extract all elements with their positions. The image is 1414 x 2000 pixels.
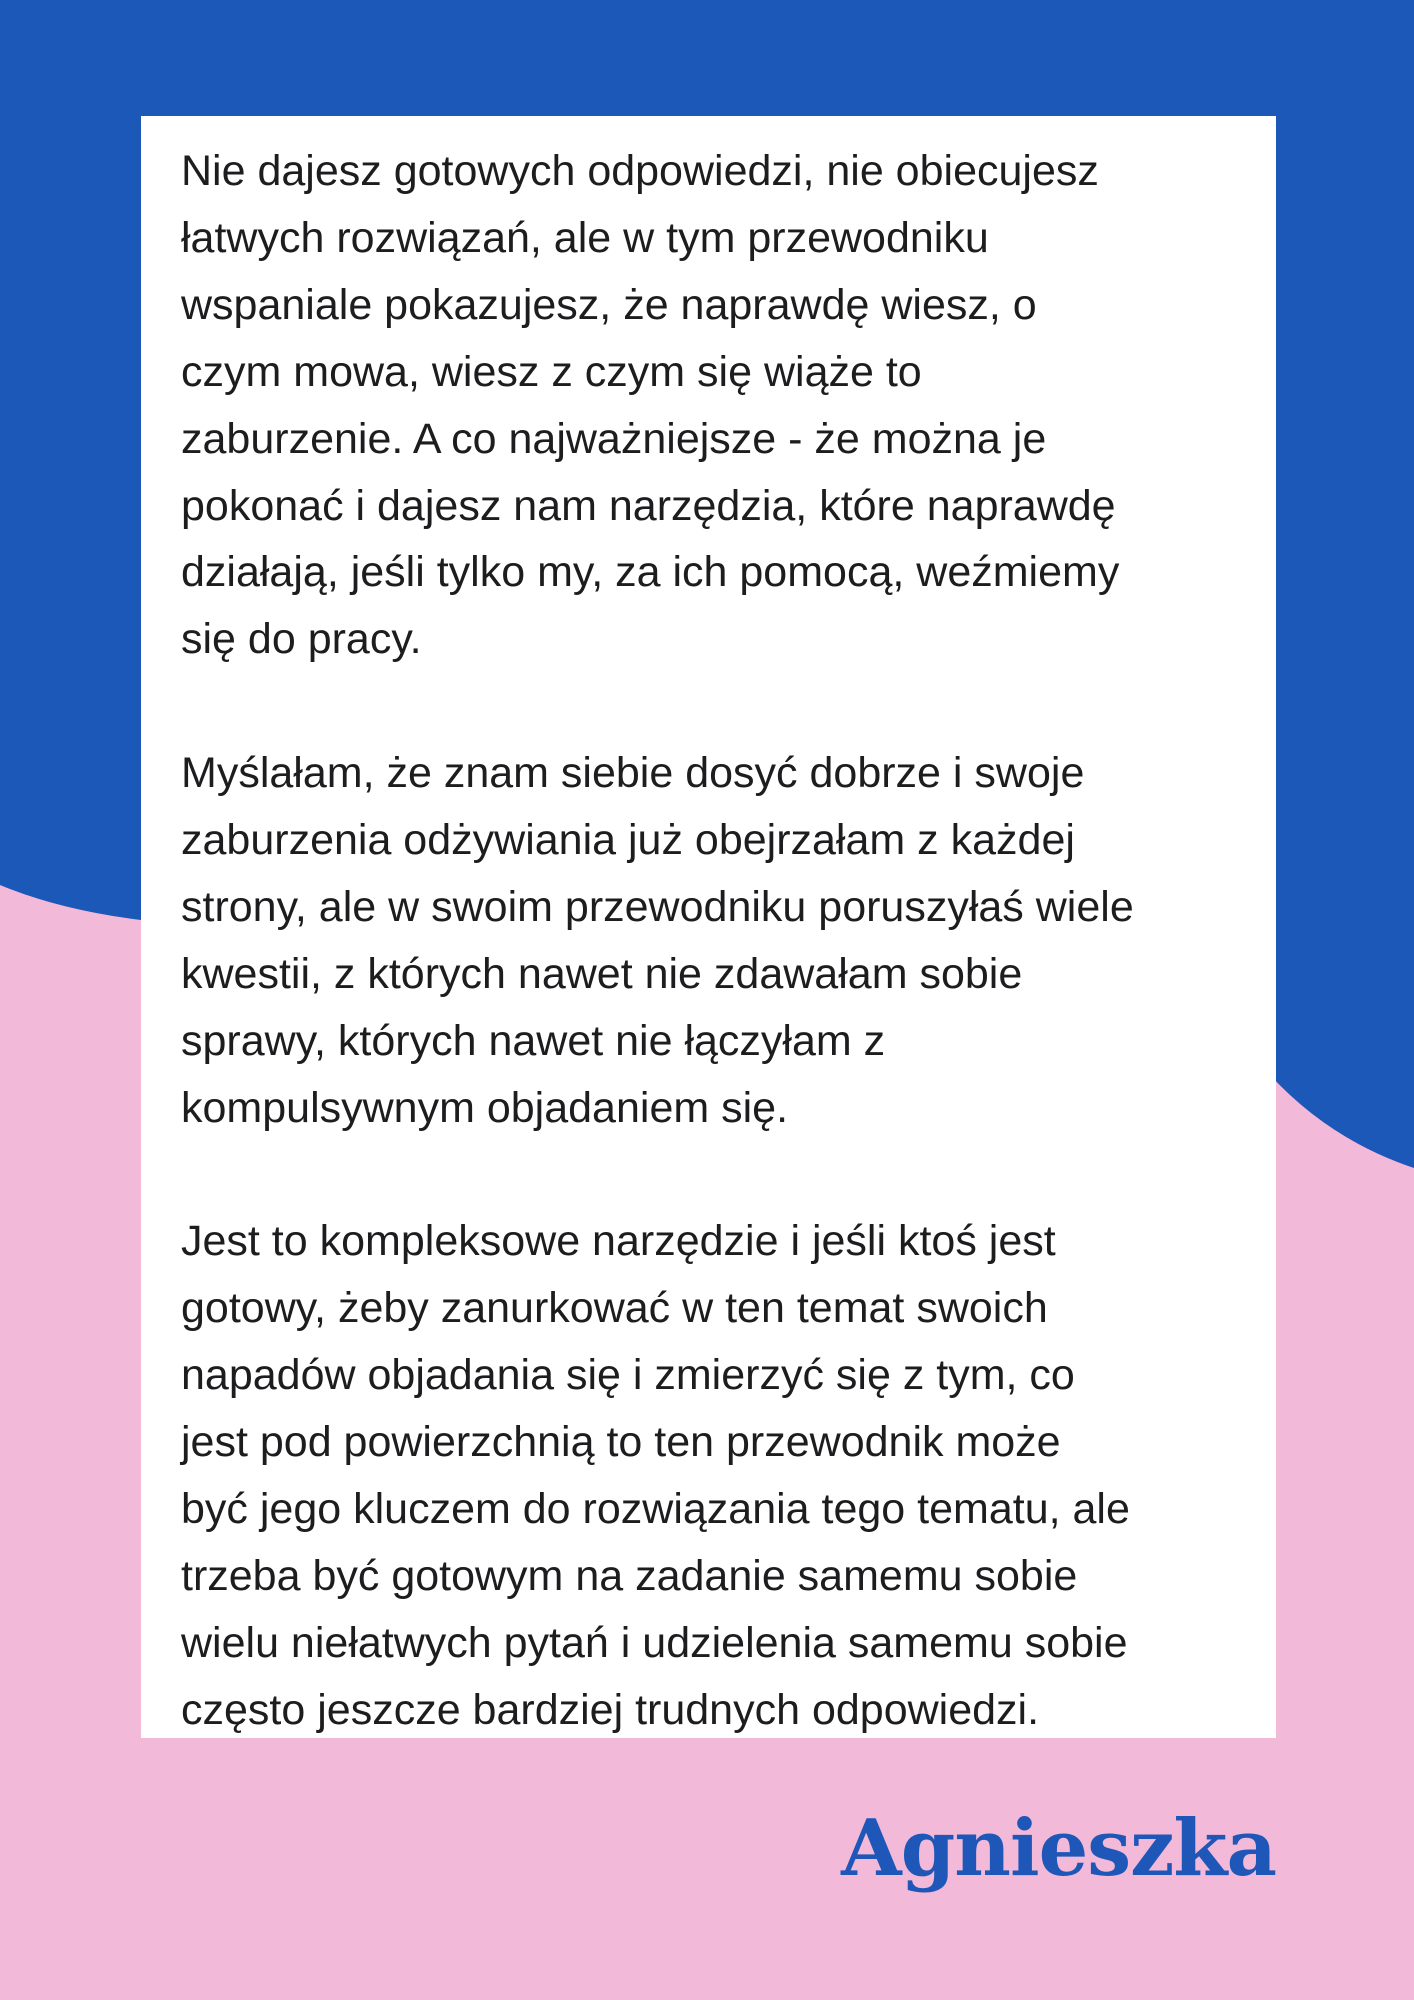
author-signature: Agnieszka: [841, 1803, 1276, 1894]
testimonial-paragraph-2: Myślałam, że znam siebie dosyć dobrze i swoje zaburzenia odżywiania już obejrzałam z każdej strony, ale w swoim przewodniku poruszyłaś wiele kwestii, z których nawet nie zdawałam sobie sprawy, których nawet nie łączyłam z kompulsywnym objadaniem się.: [181, 749, 1134, 1132]
testimonial-card: [141, 116, 1276, 1738]
testimonial-paragraph-3: Jest to kompleksowe narzędzie i jeśli ktoś jest gotowy, żeby zanurkować w ten temat swoich napadów objadania się i zmierzyć się z tym, co jest pod powierzchnią to ten przewodnik może być jego kluczem do rozwiązania tego tematu, ale trzeba być gotowym na zadanie samemu sobie wielu niełatwych pytań i udzielenia samemu sobie często jeszcze bardziej trudnych odpowiedzi.: [181, 1217, 1130, 1734]
testimonial-paragraph-1: Nie dajesz gotowych odpowiedzi, nie obiecujesz łatwych rozwiązań, ale w tym przewodniku wspaniale pokazujesz, że naprawdę wiesz, o czym mowa, wiesz z czym się wiąże to zaburzenie. A co najważniejsze - że można je pokonać i dajesz nam narzędzia, które naprawdę działają, jeśli tylko my, za ich pomocą, weźmiemy się do pracy.: [181, 147, 1120, 664]
